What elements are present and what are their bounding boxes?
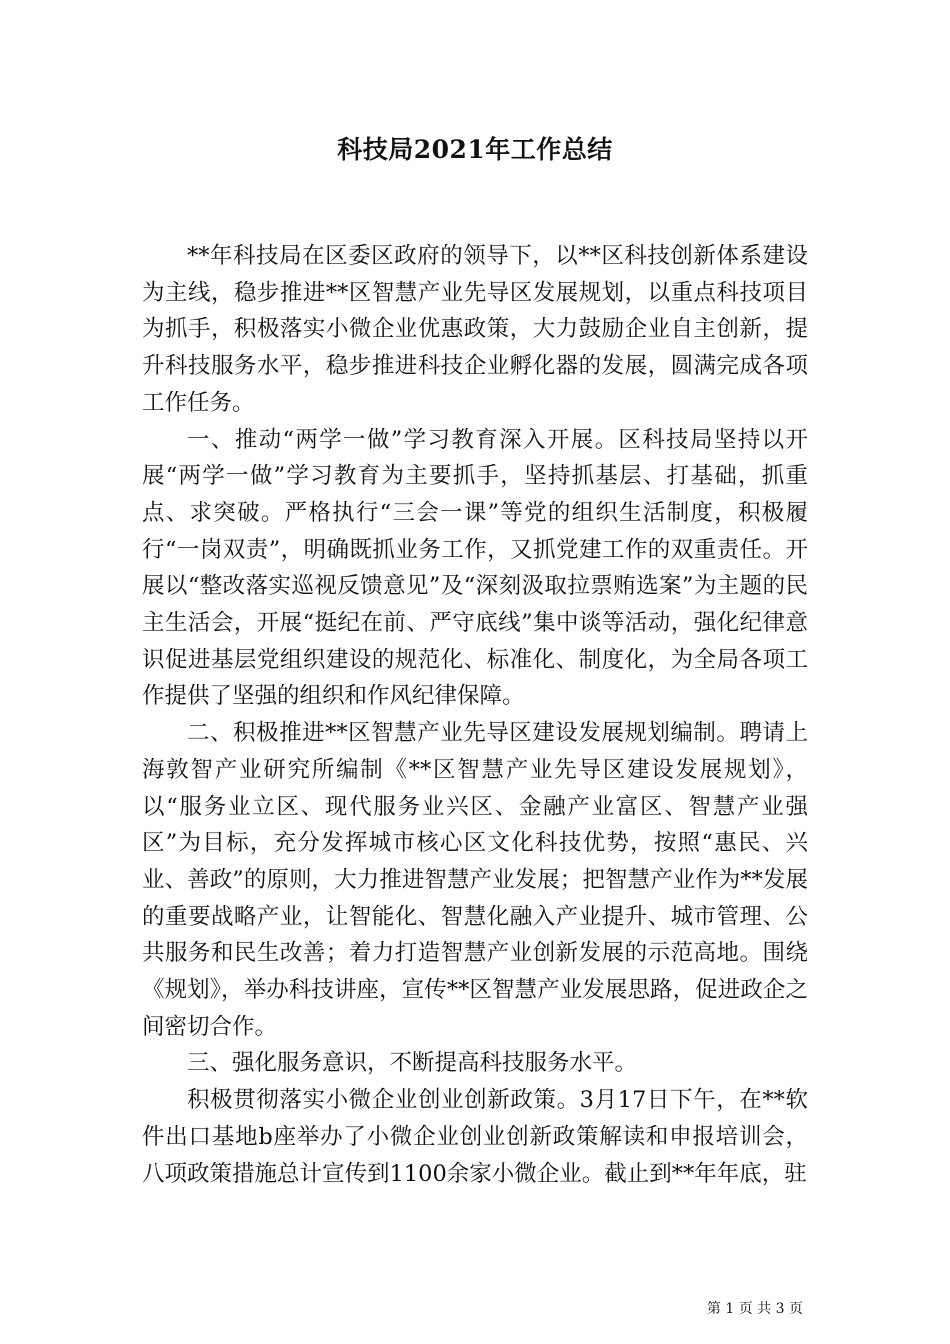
document-body <box>142 238 808 1192</box>
page-number: 第 1 页 共 3 页 <box>706 1301 803 1317</box>
paragraph-section-2: 二、积极推进**区智慧产业先导区建设发展规划编制。聘请上海敦智产业研究所编制《**区智慧产业先导区建设发展规划》，以“服务业立区、现代服务业兴区、金融产业富区、智慧产业强区”为目标，充分发挥城市核心区文化科技优势，按照“惠民、兴业、善政”的原则，大力推进智慧产业发展；把智慧产业作为**发展的重要战略产业，让智能化、智慧化融入产业提升、城市管理、公共服务和民生改善；着力打造智慧产业创新发展的示范高地。围绕《规划》，举办科技讲座，宣传**区智慧产业发展思路，促进政企之间密切合作。 <box>142 720 808 1040</box>
paragraph-intro: **年科技局在区委区政府的领导下，以**区科技创新体系建设为主线，稳步推进**区智慧产业先导区发展规划，以重点科技项目为抓手，积极落实小微企业优惠政策，大力鼓励企业自主创新，提升科技服务水平，稳步推进科技企业孵化器的发展，圆满完成各项工作任务。 <box>142 243 808 416</box>
paragraph-section-1: 一、推动“两学一做”学习教育深入开展。区科技局坚持以开展“两学一做”学习教育为主要抓手，坚持抓基层、打基础，抓重点、求突破。严格执行“三会一课”等党的组织生活制度，积极履行“一岗双责”，明确既抓业务工作，又抓党建工作的双重责任。开展以“整改落实巡视反馈意见”及“深刻汲取拉票贿选案”为主题的民主生活会，开展“挺纪在前、严守底线”集中谈等活动，强化纪律意识促进基层党组织建设的规范化、标准化、制度化，为全局各项工作提供了坚强的组织和作风纪律保障。 <box>142 426 808 710</box>
paragraph-section-3-heading: 三、强化服务意识，不断提高科技服务水平。 <box>187 1050 638 1077</box>
paragraph-section-3-body: 积极贯彻落实小微企业创业创新政策。3月17日下午，在**软件出口基地b座举办了小微企业创业创新政策解读和申报培训会，八项政策措施总计宣传到1100余家小微企业。截止到**年年底，驻 <box>142 1087 808 1187</box>
document-title: 科技局2021年工作总结 <box>337 135 613 164</box>
